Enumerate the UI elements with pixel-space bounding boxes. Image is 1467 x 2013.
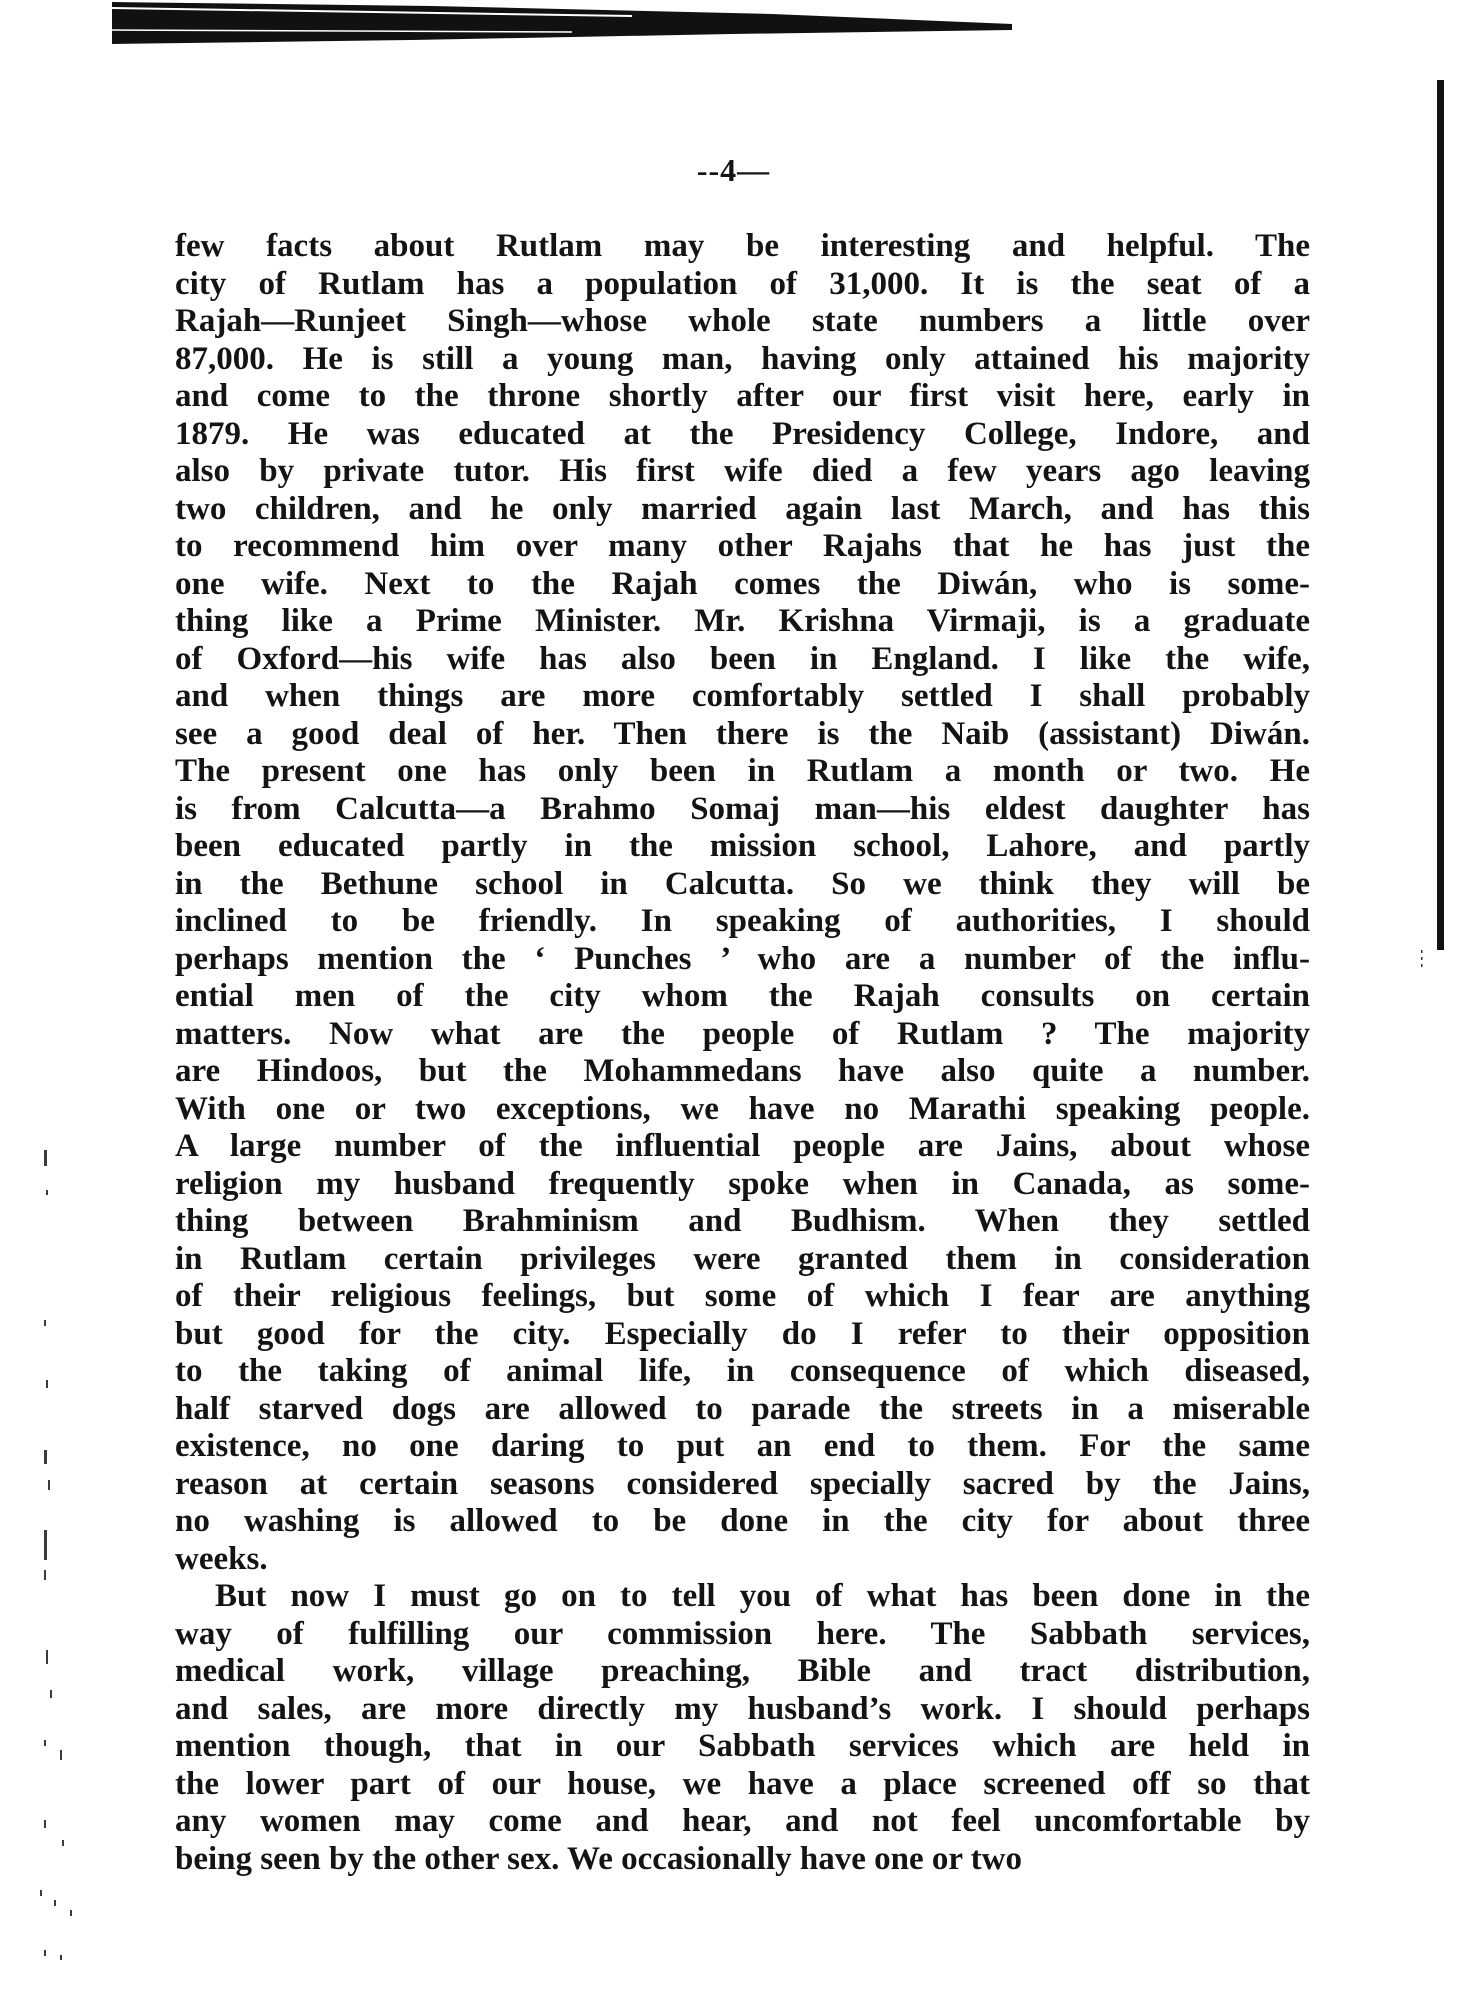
text-line: The present one has only been in Rutlam a month or two. He — [175, 753, 1310, 789]
text-line: any women may come and hear, and not feel uncomfortable by — [175, 1803, 1310, 1839]
text-line: thing between Brahminism and Budhism. When they settled — [175, 1203, 1310, 1239]
text-line: perhaps mention the ‘ Punches ’ who are a number of the influ- — [175, 940, 1310, 977]
text-line: way of fulfilling our commission here. The Sabbath services, — [175, 1615, 1310, 1652]
text-line: been educated partly in the mission school, Lahore, and partly — [175, 828, 1310, 864]
text-line: But now I must go on to tell you of what has been done in the — [215, 1578, 1310, 1614]
margin-specks — [0, 1050, 90, 1980]
text-line: is from Calcutta—a Brahmo Somaj man—his eldest daughter has — [175, 790, 1310, 827]
text-line: one wife. Next to the Rajah comes the Diwán, who is some- — [175, 565, 1310, 602]
text-line: 1879. He was educated at the Presidency College, Indore, and — [175, 415, 1310, 452]
text-line: thing like a Prime Minister. Mr. Krishna Virmaji, is a graduate — [175, 603, 1310, 639]
text-line: two children, and he only married again last March, and has this — [175, 490, 1310, 527]
text-line: A large number of the influential people are Jains, about whose — [175, 1128, 1310, 1164]
text-line: reason at certain seasons considered specially sacred by the Jains, — [175, 1465, 1310, 1502]
text-line: Rajah—Runjeet Singh—whose whole state numbers a little over — [175, 303, 1310, 339]
top-rule-mark — [112, 0, 1012, 46]
text-line: half starved dogs are allowed to parade the streets in a miserable — [175, 1390, 1310, 1427]
text-line: are Hindoos, but the Mohammedans have also quite a number. — [175, 1053, 1310, 1089]
text-line: With one or two exceptions, we have no Marathi speaking people. — [175, 1090, 1310, 1127]
text-line: in the Bethune school in Calcutta. So we think they will be — [175, 865, 1310, 902]
text-line: no washing is allowed to be done in the city for about three — [175, 1503, 1310, 1539]
text-line: and when things are more comfortably settled I shall probably — [175, 678, 1310, 714]
paragraph — [175, 228, 1310, 1578]
text-line: but good for the city. Especially do I refer to their opposition — [175, 1315, 1310, 1352]
text-line: to the taking of animal life, in consequence of which diseased, — [175, 1353, 1310, 1389]
text-line: ential men of the city whom the Rajah consults on certain — [175, 978, 1310, 1014]
text-line: and sales, are more directly my husband’s work. I should perhaps — [175, 1690, 1310, 1727]
text-line: being seen by the other sex. We occasionally have one or two — [175, 1840, 1022, 1877]
text-line: weeks. — [175, 1540, 268, 1577]
text-line: also by private tutor. His first wife died a few years ago leaving — [175, 453, 1310, 489]
paragraph — [175, 1578, 1310, 1878]
text-line: 87,000. He is still a young man, having only attained his majority — [175, 340, 1310, 377]
right-edge-bar — [1437, 80, 1444, 950]
text-line: few facts about Rutlam may be interesting and helpful. The — [175, 228, 1310, 264]
text-line: and come to the throne shortly after our first visit here, early in — [175, 378, 1310, 414]
body-text — [175, 228, 1310, 1878]
text-line: the lower part of our house, we have a place screened off so that — [175, 1765, 1310, 1802]
text-line: matters. Now what are the people of Rutlam ? The majority — [175, 1015, 1310, 1052]
text-line: religion my husband frequently spoke when in Canada, as some- — [175, 1165, 1310, 1202]
text-line: existence, no one daring to put an end to them. For the same — [175, 1428, 1310, 1464]
text-line: see a good deal of her. Then there is the Naib (assistant) Diwán. — [175, 715, 1310, 752]
text-line: to recommend him over many other Rajahs that he has just the — [175, 528, 1310, 564]
text-line: medical work, village preaching, Bible and tract distribution, — [175, 1653, 1310, 1689]
text-line: of Oxford—his wife has also been in England. I like the wife, — [175, 640, 1310, 677]
text-line: in Rutlam certain privileges were granted them in consideration — [175, 1240, 1310, 1277]
text-line: mention though, that in our Sabbath services which are held in — [175, 1728, 1310, 1764]
text-line: of their religious feelings, but some of which I fear are anything — [175, 1278, 1310, 1314]
text-line: inclined to be friendly. In speaking of authorities, I should — [175, 903, 1310, 939]
page-number: --4— — [696, 152, 771, 188]
right-edge-marks — [1420, 950, 1423, 970]
text-line: city of Rutlam has a population of 31,000. It is the seat of a — [175, 265, 1310, 302]
